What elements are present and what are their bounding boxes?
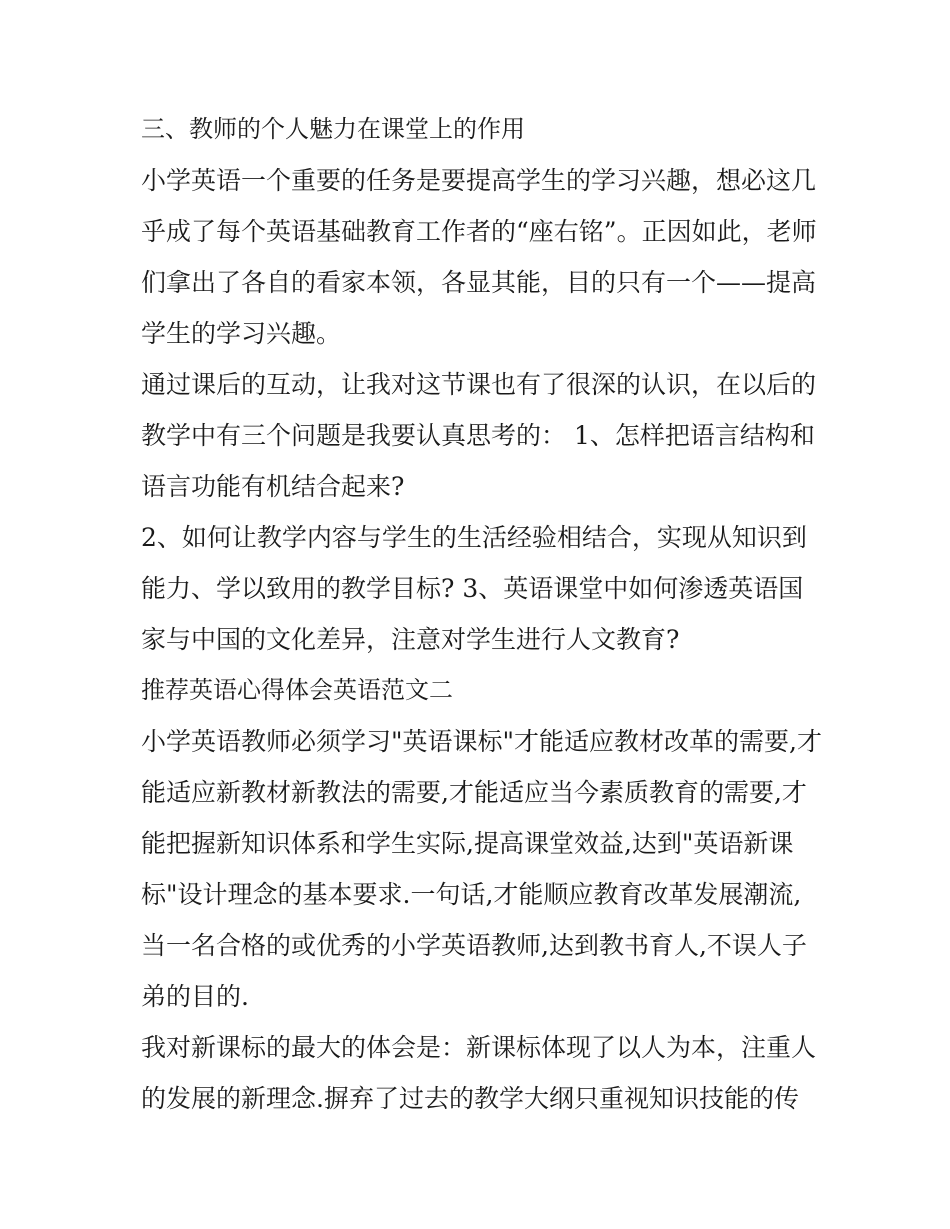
paragraph-line: 能适应新教材新教法的需要,才能适应当今素质教育的需要,才 [141,778,807,807]
paragraph-line: 教学中有三个问题是我要认真思考的： 1、怎样把语言结构和 [141,421,815,450]
paragraph-line: 标"设计理念的基本要求.一句话,才能顺应教育改革发展潮流, [141,880,802,909]
paragraph-line: 学生的学习兴趣。 [141,319,342,348]
paragraph-line: 2、如何让教学内容与学生的生活经验相结合，实现从知识到 [141,523,807,552]
document-body [141,104,821,1124]
paragraph-line: 能把握新知识体系和学生实际,提高课堂效益,达到"英语新课 [141,829,794,858]
paragraph-line: 们拿出了各自的看家本领，各显其能，目的只有一个——提高 [141,268,817,297]
section-heading: 三、教师的个人魅力在课堂上的作用 [141,115,525,143]
paragraph-line: 家与中国的文化差异，注意对学生进行人文教育? [141,625,680,654]
paragraph-line: 小学英语一个重要的任务是要提高学生的学习兴趣，想必这几 [141,166,817,195]
paragraph-line: 能力、学以致用的教学目标? 3、英语课堂中如何渗透英语国 [141,574,804,603]
paragraph-line: 小学英语教师必须学习"英语课标"才能适应教材改革的需要,才 [141,727,822,756]
section-heading: 推荐英语心得体会英语范文二 [141,676,453,704]
paragraph-line: 乎成了每个英语基础教育工作者的“座右铭”。正因如此，老师 [141,217,817,246]
paragraph-line: 语言功能有机结合起来? [141,472,405,501]
paragraph-line: 当一名合格的或优秀的小学英语教师,达到教书育人,不误人子 [141,931,807,960]
paragraph-line: 我对新课标的最大的体会是：新课标体现了以人为本，注重人 [141,1033,817,1062]
paragraph-line: 的发展的新理念.摒弃了过去的教学大纲只重视知识技能的传 [141,1084,799,1113]
paragraph-line: 弟的目的. [141,982,249,1011]
paragraph-line: 通过课后的互动，让我对这节课也有了很深的认识，在以后的 [141,370,817,399]
